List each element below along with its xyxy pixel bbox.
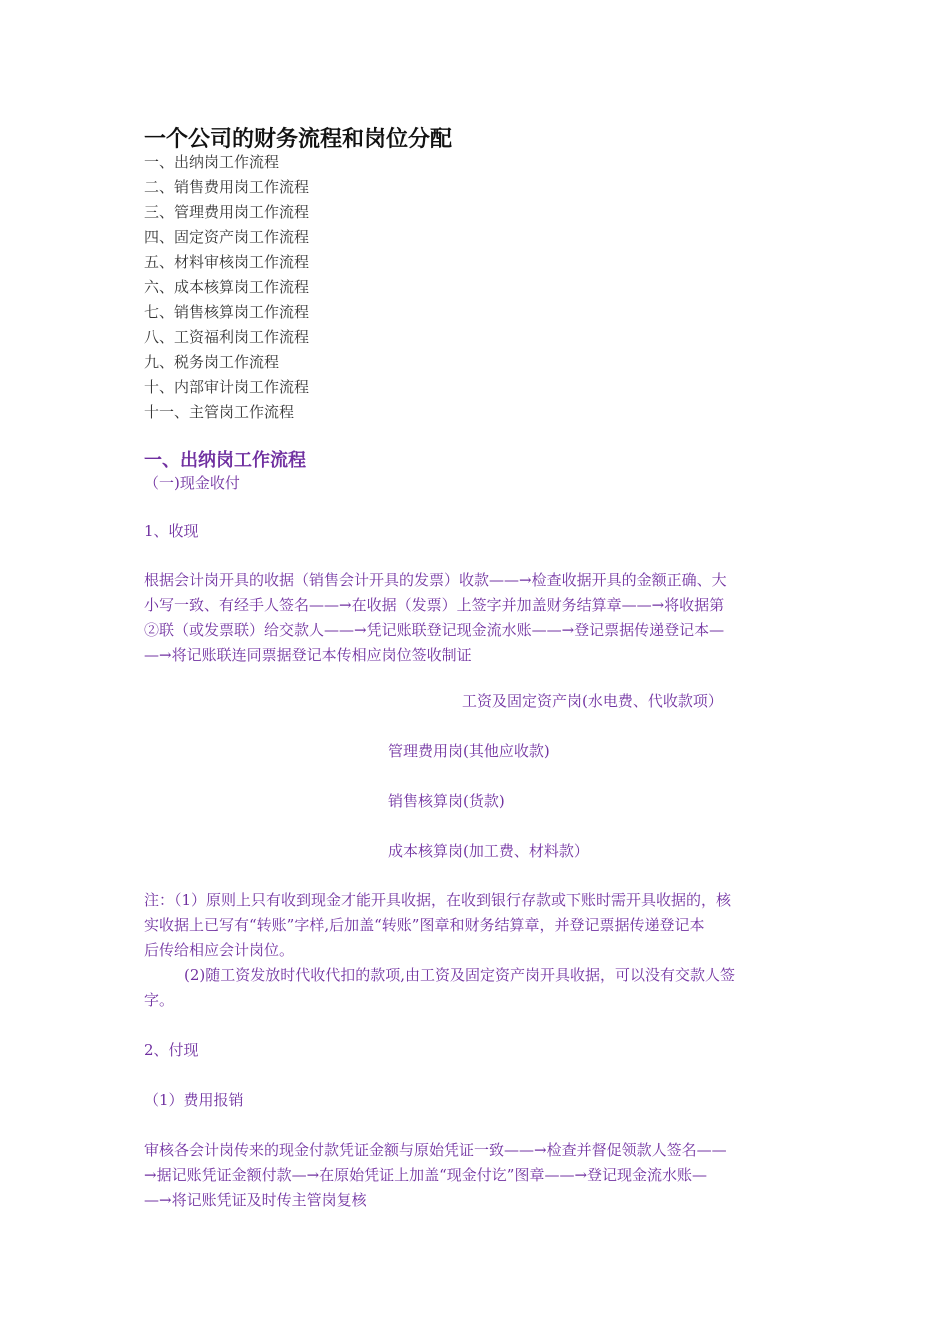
toc-item: 十、内部审计岗工作流程 bbox=[144, 378, 310, 396]
paragraph-line: (2)随工资发放时代收代扣的款项,由工资及固定资产岗开具收据，可以没有交款人签 bbox=[184, 966, 736, 984]
table-of-contents bbox=[144, 150, 309, 425]
item-heading-pay-cash: 2、付现 bbox=[144, 1041, 199, 1059]
toc-item: 二、销售费用岗工作流程 bbox=[144, 178, 310, 196]
subsection-heading: （一)现金收付 bbox=[144, 474, 240, 492]
section-heading: 一、出纳岗工作流程 bbox=[144, 450, 306, 471]
paragraph-line: →据记账凭证金额付款—→在原始凭证上加盖“现金付讫”图章——→登记现金流水账— bbox=[144, 1166, 708, 1184]
paragraph-line: —→将记账凭证及时传主管岗复核 bbox=[144, 1191, 367, 1209]
paragraph-line: —→将记账联连同票据登记本传相应岗位签收制证 bbox=[144, 646, 472, 664]
process-paragraph-reimburse bbox=[144, 1138, 808, 1213]
toc-item: 四、固定资产岗工作流程 bbox=[144, 228, 310, 246]
paragraph-line: 小写一致、有经手人签名——→在收据（发票）上签字并加盖财务结算章——→将收据第 bbox=[144, 596, 725, 614]
toc-item: 六、成本核算岗工作流程 bbox=[144, 278, 310, 296]
document-title: 一个公司的财务流程和岗位分配 bbox=[144, 127, 453, 152]
paragraph-line: 根据会计岗开具的收据（销售会计开具的发票）收款——→检查收据开具的金额正确、大 bbox=[144, 571, 727, 589]
paragraph-line: ②联（或发票联）给交款人——→凭记账联登记现金流水账——→登记票据传递登记本— bbox=[144, 621, 725, 639]
paragraph-line: 后传给相应会计岗位。 bbox=[144, 941, 295, 959]
note-paragraph-1 bbox=[144, 888, 808, 963]
branch-label: 成本核算岗(加工费、材料款） bbox=[388, 842, 589, 860]
toc-item: 三、管理费用岗工作流程 bbox=[144, 203, 310, 221]
toc-item: 七、销售核算岗工作流程 bbox=[144, 303, 310, 321]
paragraph-line: 字。 bbox=[144, 991, 175, 1009]
branch-label: 管理费用岗(其他应收款) bbox=[388, 742, 550, 760]
toc-item: 九、税务岗工作流程 bbox=[144, 353, 280, 371]
branch-label: 销售核算岗(货款) bbox=[388, 792, 505, 810]
toc-item: 八、工资福利岗工作流程 bbox=[144, 328, 310, 346]
paragraph-line: 实收据上已写有“转账”字样,后加盖“转账”图章和财务结算章，并登记票据传递登记本 bbox=[144, 916, 705, 934]
paragraph-line: 注：（1）原则上只有收到现金才能开具收据，在收到银行存款或下账时需开具收据的，核 bbox=[144, 891, 732, 909]
note-paragraph-2 bbox=[144, 963, 808, 1013]
toc-item: 五、材料审核岗工作流程 bbox=[144, 253, 310, 271]
item-heading-receive-cash: 1、收现 bbox=[144, 522, 199, 540]
process-paragraph-receive bbox=[144, 568, 808, 668]
sub-item-heading: （1）费用报销 bbox=[144, 1091, 244, 1109]
branch-label: 工资及固定资产岗(水电费、代收款项） bbox=[462, 692, 723, 710]
paragraph-line: 审核各会计岗传来的现金付款凭证金额与原始凭证一致——→检查并督促领款人签名—— bbox=[144, 1141, 727, 1159]
toc-item: 十一、主管岗工作流程 bbox=[144, 403, 295, 421]
toc-item: 一、出纳岗工作流程 bbox=[144, 153, 280, 171]
